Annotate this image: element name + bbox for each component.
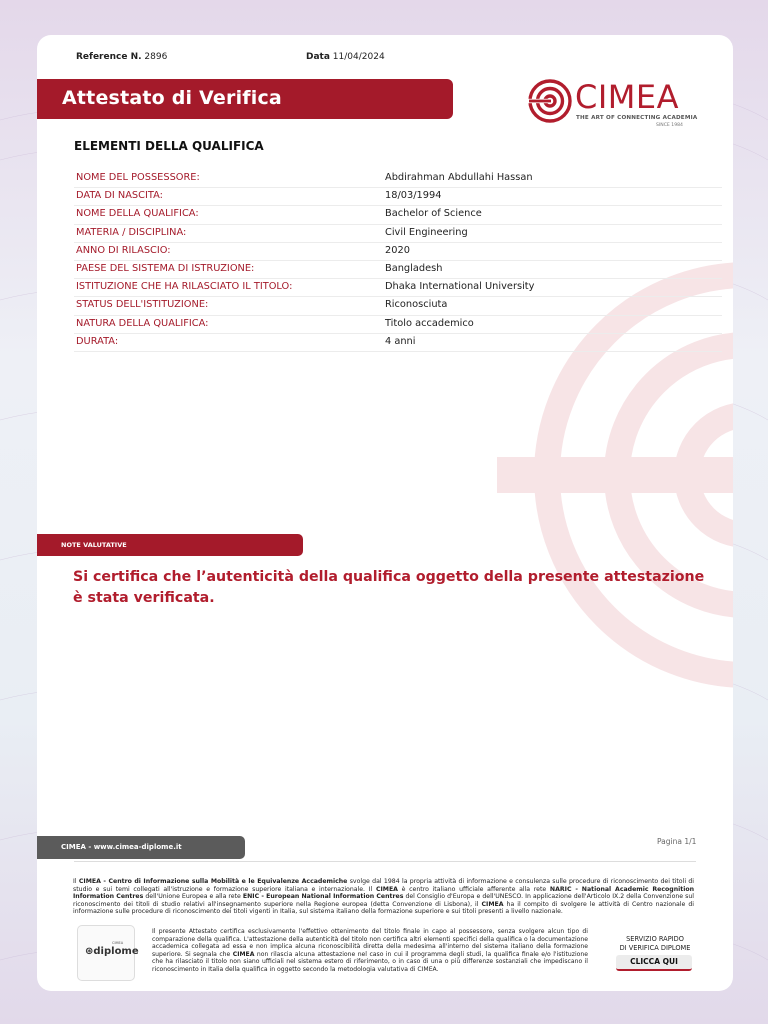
field-label: NOME DELLA QUALIFICA: (76, 208, 199, 220)
qualification-row (74, 188, 722, 206)
qualification-row (74, 297, 722, 315)
title-ribbon (37, 79, 453, 119)
disclaimer-part: non rilascia alcuna attestazione nel caso in cui il programma degli studi, la qualifica finale e/o l'istituzione che ha rilasciato il titolo non siano ufficiali nel sistema estero di riferimento, o in caso di una o più differenze sostanziali che impediscano il riconoscimento in Italia della qualifica in oggetto secondo la metodologia valutativa di CIMEA. (152, 950, 589, 973)
qualification-row (74, 225, 722, 243)
field-value: Bachelor of Science (385, 208, 482, 220)
logo-wordmark: CIMEA (575, 78, 679, 116)
legal-text-part: svolge dal 1984 la propria attività di informazione e consulenza sulle procedure di riconoscimento dei titoli di studio e sui temi collegati all'istruzione e formazione superiore italiana e internazionale. Il (73, 878, 694, 893)
logo-since: SINCE 1984 (656, 123, 683, 128)
service-line-2: DI VERIFICA DIPLOME (619, 943, 691, 952)
page-number: Pagina 1/1 (657, 837, 697, 846)
reference-label: Reference N. (76, 52, 142, 62)
service-line-1: SERVIZIO RAPIDO (626, 935, 684, 943)
legal-text-part: è centro italiano ufficiale afferente alla rete (397, 885, 550, 893)
issue-date (306, 52, 385, 62)
footer-ribbon (37, 836, 245, 859)
website-link[interactable]: www.cimea-diplome.it (93, 843, 182, 851)
notes-label: NOTE VALUTATIVE (61, 541, 127, 549)
legal-naric: NARIC - National Academic Recognition Information Centres (73, 885, 694, 901)
cimea-logo-icon (527, 78, 573, 124)
field-label: ISTITUZIONE CHE HA RILASCIATO IL TITOLO: (76, 281, 293, 293)
field-label: NOME DEL POSSESSORE: (76, 172, 200, 183)
legal-text-part: dell'Unione Europea e alla rete (143, 893, 243, 901)
qualification-row (74, 316, 722, 334)
field-label: NATURA DELLA QUALIFICA: (76, 317, 209, 329)
disclaimer-org: CIMEA (232, 950, 255, 958)
certificate-card (37, 35, 733, 991)
legal-org-short: CIMEA (481, 900, 504, 908)
legal-text-part: ha il compito di svolgere le attività di Centro nazionale di informazione sulle procedure di riconoscimento dei titoli vigenti in Italia, sul sistema italiano della formazione superiore e sui titoli presenti a livello nazionale. (73, 900, 695, 916)
qualification-row (74, 334, 722, 352)
certification-statement: Si certifica che l’autenticità della qualifica oggetto della presente attestazione è stata verificata. (73, 569, 705, 606)
field-value: Civil Engineering (385, 226, 468, 238)
footer-label-prefix: CIMEA - (61, 843, 94, 851)
page-title: Attestato di Verifica (62, 87, 282, 109)
footer-divider (74, 861, 696, 862)
legal-org-name: CIMEA - Centro di Informazione sulla Mobilità e le Equivalenze Accademiche (78, 878, 348, 885)
diplome-logo-text: diplome (93, 946, 139, 957)
field-value: Abdirahman Abdullahi Hassan (385, 172, 533, 183)
qualification-row (74, 279, 722, 297)
footer-label (61, 843, 182, 851)
notes-ribbon (37, 534, 303, 556)
field-value: Bangladesh (385, 262, 443, 274)
disclaimer-text (152, 928, 588, 974)
field-label: DATA DI NASCITA: (76, 190, 163, 202)
date-value: 11/04/2024 (332, 52, 385, 62)
qualification-row (74, 206, 722, 224)
field-value: 4 anni (385, 335, 416, 347)
disclaimer-part: Il presente Attestato certifica esclusivamente l'effettivo ottenimento del titolo finale in capo al possessore, senza svolgere alcun tipo di comparazione della qualifica. L'attestazione della autenticità del titolo non certifica altri elementi specifici della qualifica o la documentazione accademica collegata ad essa e non implica alcuna riconoscibilità diretta della medesima all'interno del sistema italiano della formazione superiore. Si segnala che (152, 928, 588, 958)
field-value: 18/03/1994 (385, 190, 442, 202)
legal-text-part: del Consiglio d'Europa e dell'UNESCO. In applicazione dell'Articolo IX.2 della Convenzione sul riconoscimento dei titoli di studio relativi all'insegnamento superiore nella Regione europea (detta Convenzione di Lisbona), il (73, 893, 695, 908)
field-value: Titolo accademico (385, 317, 474, 329)
field-label: DURATA: (76, 335, 119, 347)
field-label: MATERIA / DISCIPLINA: (76, 226, 187, 238)
reference-value: 2896 (144, 52, 168, 62)
legal-enic: ENIC - European National Information Centres (242, 893, 404, 901)
diplome-badge[interactable] (77, 925, 139, 981)
field-label: PAESE DEL SISTEMA DI ISTRUZIONE: (76, 262, 255, 274)
field-value: 2020 (385, 244, 410, 256)
qualification-table (74, 170, 722, 352)
diplome-logo: ⊛diplome (85, 946, 139, 957)
qualification-section-title: ELEMENTI DELLA QUALIFICA (74, 139, 264, 153)
verification-service-label (611, 935, 699, 952)
logo-tagline: THE ART OF CONNECTING ACADEMIA (576, 115, 698, 121)
field-label: ANNO DI RILASCIO: (76, 244, 171, 256)
clicca-qui-button[interactable]: CLICCA QUI (616, 955, 692, 971)
field-label: STATUS DELL'ISTITUZIONE: (76, 299, 209, 311)
qualification-row (74, 243, 722, 261)
field-value: Riconosciuta (385, 299, 448, 311)
date-label: Data (306, 52, 330, 62)
legal-org-short: CIMEA (375, 885, 398, 893)
qualification-row (74, 170, 722, 188)
qualification-row (74, 261, 722, 279)
reference-number (76, 52, 167, 62)
legal-text: Il CIMEA - Centro di Informazione sulla Mobilità e le Equivalenze Accademiche svolge dal 1984 la propria attività di informazione e consulenza sulle procedure di riconoscimento dei titoli di studio e sui temi collegati all'istruzione e formazione superiore italiana e internazionale. Il CIMEA è centro italiano ufficiale afferente alla rete NARIC - National Academic Recognition Information Centres dell'Unione Europea e alla rete ENIC - European National Information Centres del Consiglio d'Europa e dell'UNESCO. In applicazione dell'Articolo IX.2 della Convenzione sul riconoscimento dei titoli di studio relativi all'insegnamento superiore nella Regione europea (detta Convenzione di Lisbona), il CIMEA ha il compito di svolgere le attività di Centro nazionale di informazione sulle procedure di riconoscimento dei titoli vigenti in Italia, sul sistema italiano della formazione superiore e sui titoli presenti a livello nazionale. (73, 878, 695, 916)
diplome-cimea-label: CIMEA (112, 941, 124, 945)
field-value: Dhaka International University (385, 281, 535, 293)
cimea-logo (527, 78, 699, 130)
